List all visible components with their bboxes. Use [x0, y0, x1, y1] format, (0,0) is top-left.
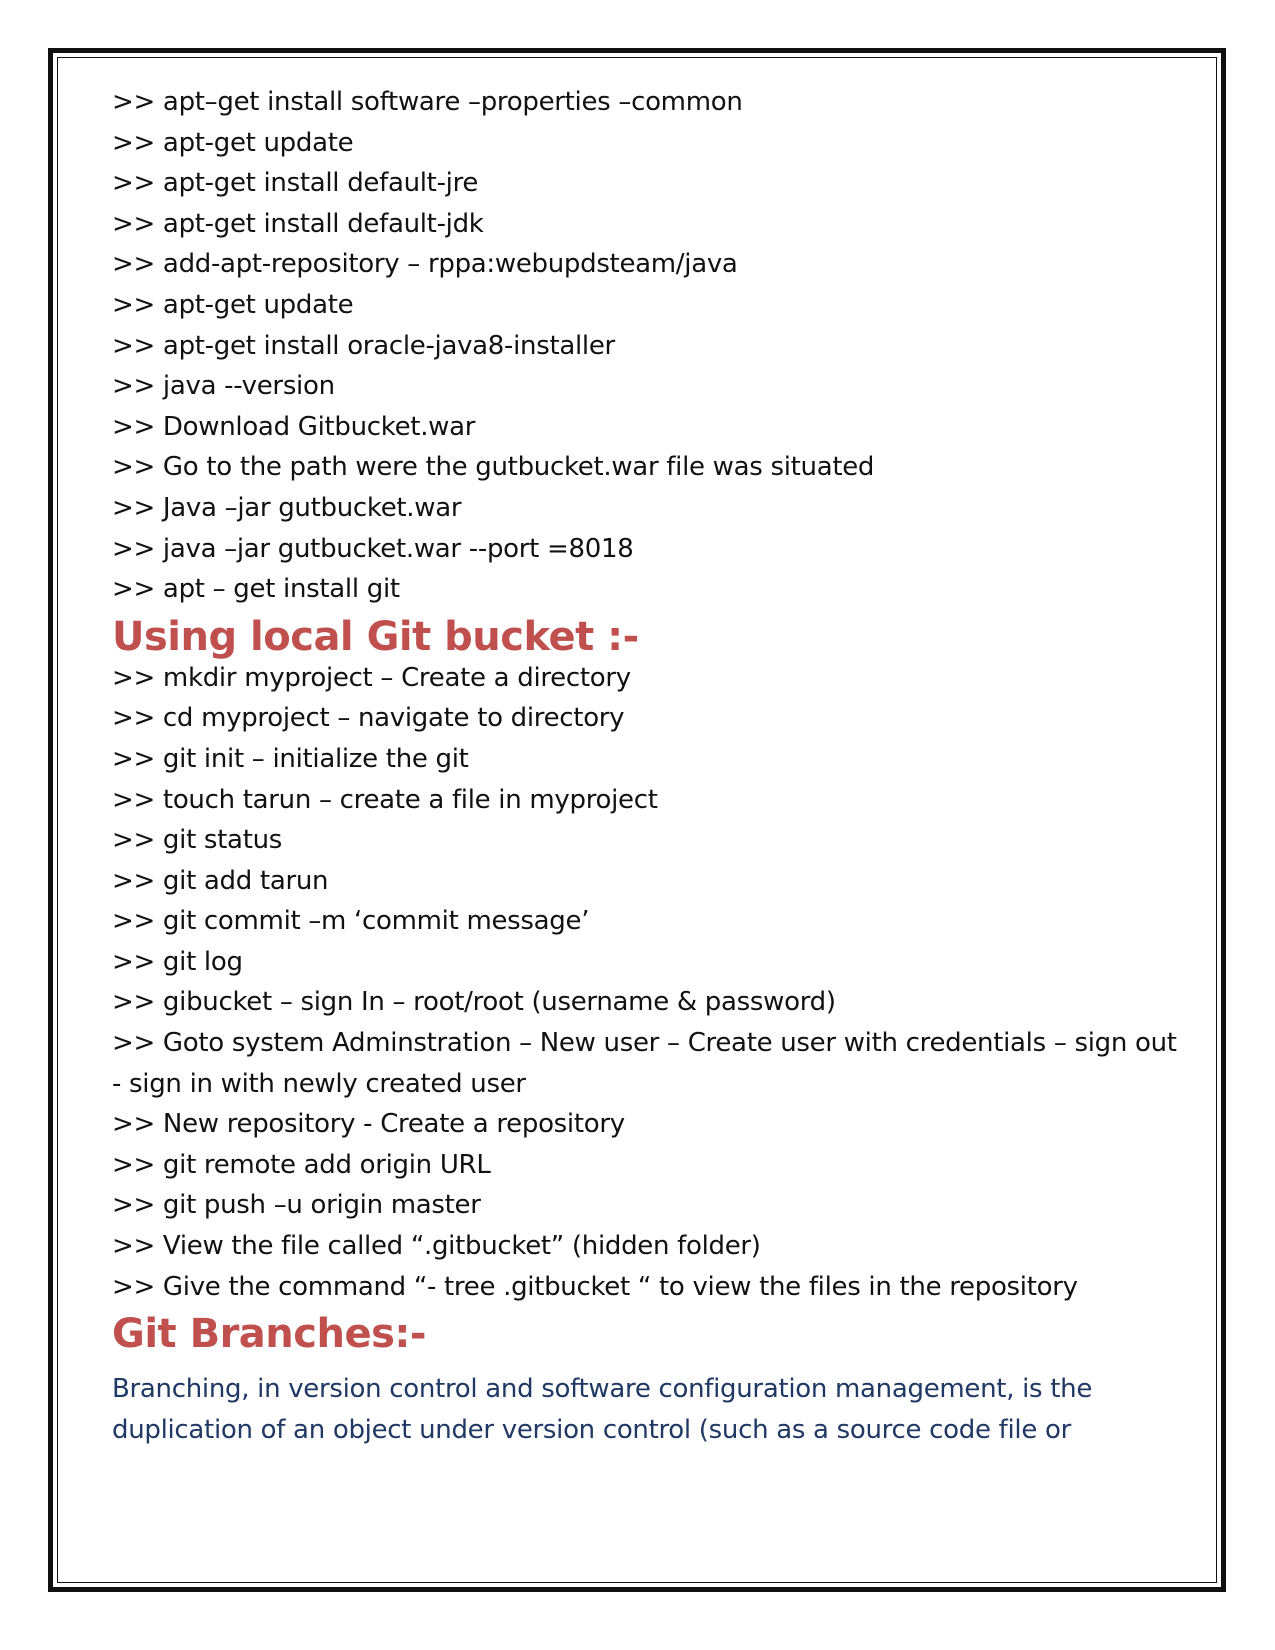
command-line: >> apt-get update [112, 289, 354, 320]
branches-paragraph: Branching, in version control and software configuration management, is the duplication of an object under version control (such as a source code file or [112, 1374, 1093, 1445]
command-line: >> cd myproject – navigate to directory [112, 703, 625, 734]
command-line: >> mkdir myproject – Create a directory [112, 662, 631, 693]
command-line: >> Give the command “- tree .gitbucket “ to view the files in the repository [112, 1271, 1078, 1302]
command-line: >> Java –jar gutbucket.war [112, 492, 462, 523]
heading-local-git-bucket: Using local Git bucket :- [112, 613, 639, 660]
command-line: >> apt – get install git [112, 574, 400, 605]
command-line: >> gibucket – sign In – root/root (username & password) [112, 987, 836, 1018]
command-line: >> git init – initialize the git [112, 743, 469, 774]
command-line: >> Download Gitbucket.war [112, 411, 476, 442]
command-line: >> apt-get install default-jdk [112, 208, 484, 239]
command-line: >> add-apt-repository – rppa:webupdsteam/java [112, 249, 738, 280]
command-line: >> Goto system Adminstration – New user – Create user with credentials – sign out - sign in with newly created user [112, 1028, 1177, 1099]
command-line: >> New repository - Create a repository [112, 1109, 625, 1140]
page-content [112, 82, 1182, 1450]
command-line: >> git log [112, 946, 243, 977]
command-line: >> apt-get install default-jre [112, 168, 479, 199]
command-line: >> git remote add origin URL [112, 1149, 491, 1180]
command-line: >> Go to the path were the gutbucket.war file was situated [112, 452, 875, 483]
command-line: >> apt–get install software –properties –common [112, 87, 743, 117]
command-line: >> git commit –m ‘commit message’ [112, 906, 590, 937]
command-line: >> apt-get install oracle-java8-installer [112, 330, 615, 361]
local-git-commands-list [112, 658, 1182, 1308]
heading-git-branches: Git Branches:- [112, 1311, 426, 1358]
command-line: >> View the file called “.gitbucket” (hidden folder) [112, 1231, 761, 1262]
command-line: >> java --version [112, 371, 335, 402]
command-line: >> java –jar gutbucket.war --port =8018 [112, 533, 634, 564]
command-line: >> apt-get update [112, 127, 354, 158]
command-line: >> touch tarun – create a file in myproject [112, 784, 658, 815]
command-line: >> git push –u origin master [112, 1190, 481, 1221]
command-line: >> git add tarun [112, 865, 329, 896]
command-line: >> git status [112, 825, 283, 856]
install-commands-list [112, 82, 1182, 610]
